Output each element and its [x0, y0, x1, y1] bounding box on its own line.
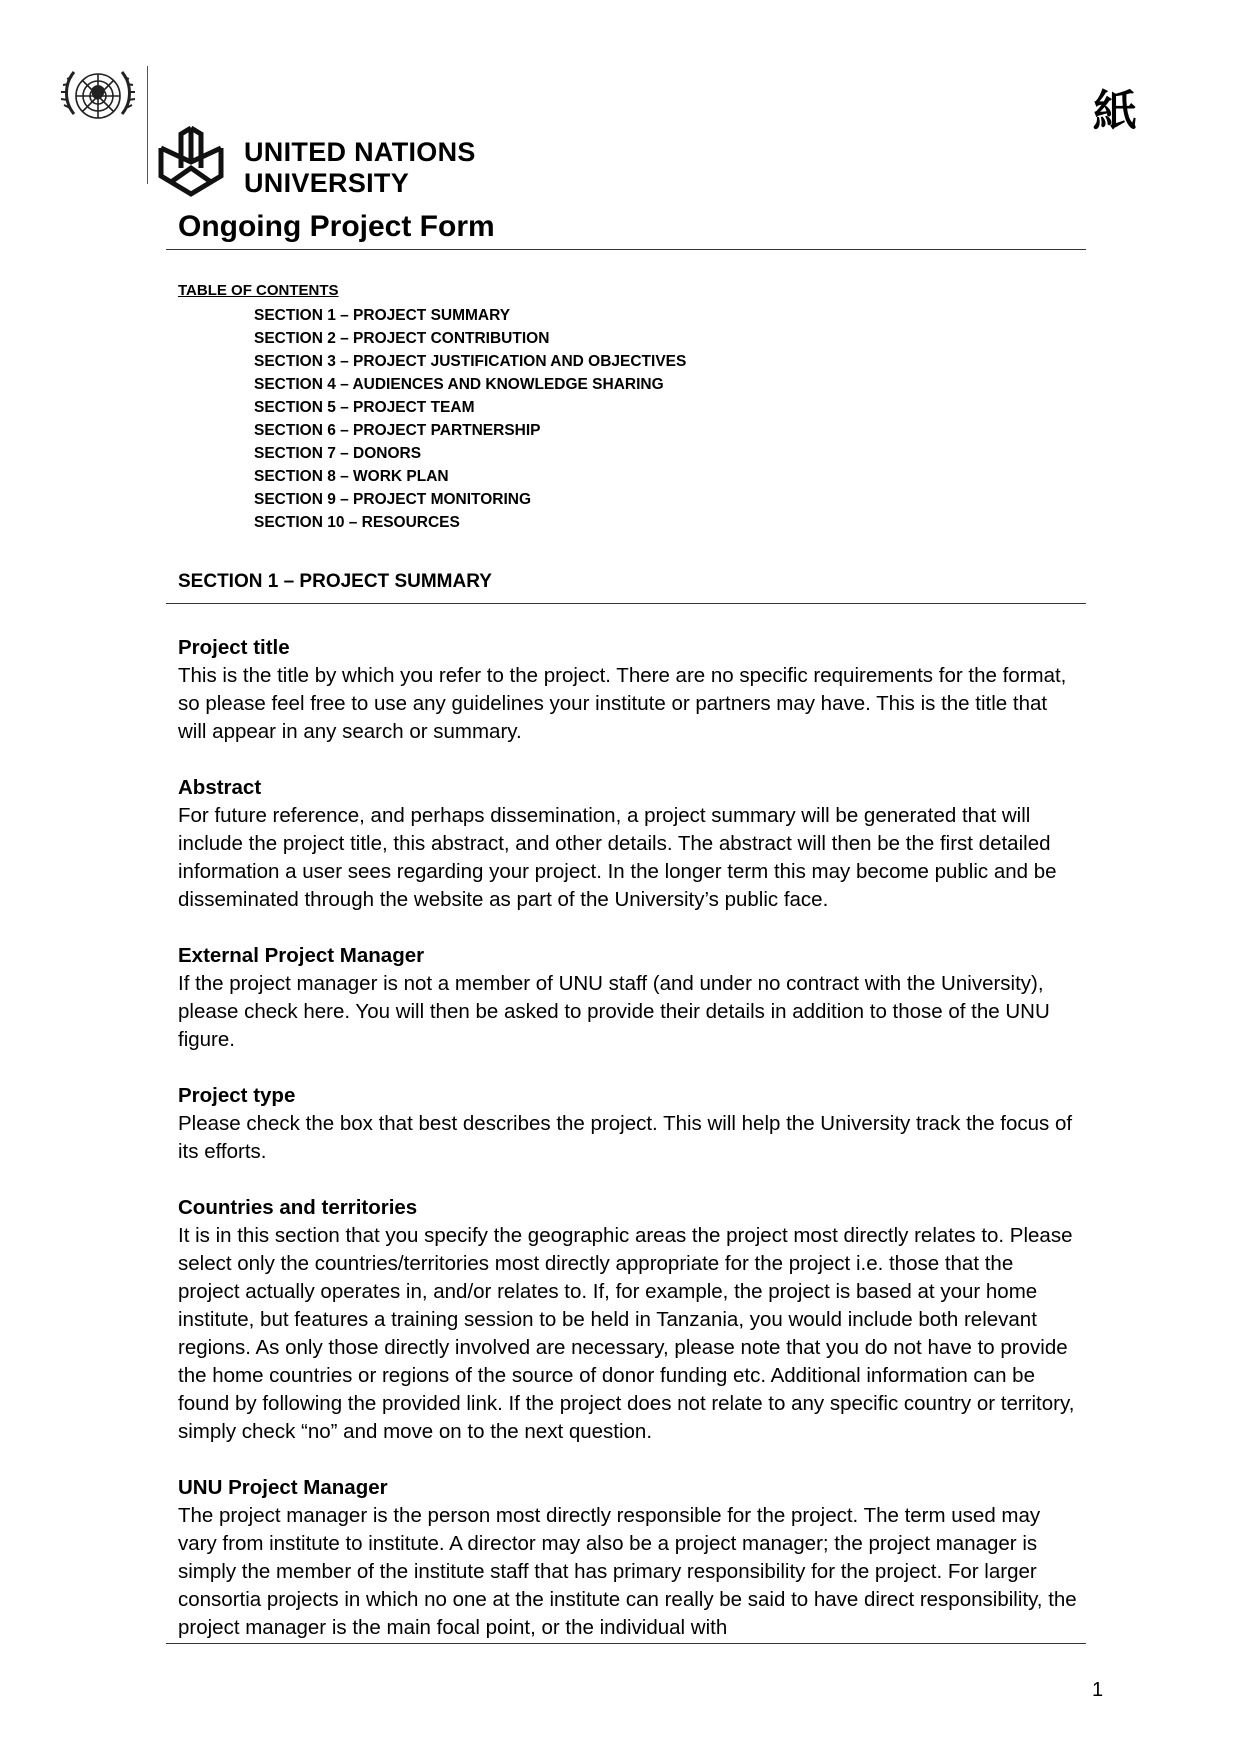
- toc-item-2[interactable]: SECTION 2 – PROJECT CONTRIBUTION: [254, 330, 550, 347]
- section-rule: [166, 603, 1086, 604]
- field-description: [178, 1474, 1078, 1642]
- field-title: Abstract: [178, 776, 262, 799]
- header-divider: [147, 66, 148, 184]
- field-text: This is the title by which you refer to the project. There are no specific requirements for the format, so please feel free to use any guidelines your institute or partners may have. This is the title that will appear in any search or summary.: [178, 664, 1067, 743]
- page-number: 1: [1092, 1679, 1104, 1701]
- field-text: For future reference, and perhaps dissemination, a project summary will be generated that will include the project title, this abstract, and other details. The abstract will then be the first detailed information a user sees regarding your project. In the longer term this may become public and be disseminated through the website as part of the University’s public face.: [178, 804, 1057, 911]
- toc-item-4[interactable]: SECTION 4 – AUDIENCES AND KNOWLEDGE SHARING: [254, 376, 664, 393]
- field-text: The project manager is the person most directly responsible for the project. The term used may vary from institute to institute. A director may also be a project manager; the project manager is simply the member of the institute staff that has primary responsibility for the project. For larger consortia projects in which no one at the institute can really be said to have direct responsibility, the project manager is the main focal point, or the individual with: [178, 1504, 1077, 1639]
- field-title: Project title: [178, 636, 290, 659]
- toc-item-7[interactable]: SECTION 7 – DONORS: [254, 445, 422, 462]
- toc-item-3[interactable]: SECTION 3 – PROJECT JUSTIFICATION AND OBJECTIVES: [254, 353, 687, 370]
- field-description: [178, 634, 1078, 746]
- toc-list: [254, 304, 686, 534]
- unu-wordmark: [244, 137, 476, 199]
- toc-item-8[interactable]: SECTION 8 – WORK PLAN: [254, 468, 449, 485]
- field-text: Please check the box that best describes the project. This will help the University track the focus of its efforts.: [178, 1112, 1073, 1163]
- field-title: Countries and territories: [178, 1196, 418, 1219]
- toc-item-1[interactable]: SECTION 1 – PROJECT SUMMARY: [254, 307, 511, 324]
- field-text: If the project manager is not a member of UNU staff (and under no contract with the University), please check here. You will then be asked to provide their details in addition to those of the UNU figure.: [178, 972, 1050, 1051]
- toc-item-9[interactable]: SECTION 9 – PROJECT MONITORING: [254, 491, 532, 508]
- field-description: [178, 942, 1078, 1054]
- field-title: UNU Project Manager: [178, 1476, 388, 1499]
- field-description: [178, 1194, 1078, 1446]
- corner-glyph: 紙: [1093, 86, 1137, 137]
- field-title: External Project Manager: [178, 944, 425, 967]
- unu-logo-mark: [157, 124, 225, 200]
- footer-rule: [166, 1643, 1086, 1644]
- toc-item-5[interactable]: SECTION 5 – PROJECT TEAM: [254, 399, 475, 416]
- field-title: Project type: [178, 1084, 296, 1107]
- logo-line-1: UNITED NATIONS: [244, 137, 476, 167]
- toc-item-6[interactable]: SECTION 6 – PROJECT PARTNERSHIP: [254, 422, 541, 439]
- logo-line-2: UNIVERSITY: [244, 168, 410, 198]
- section-1-heading: SECTION 1 – PROJECT SUMMARY: [178, 571, 492, 592]
- field-description: [178, 774, 1078, 914]
- page-title: Ongoing Project Form: [178, 210, 495, 243]
- un-emblem-logo: [56, 62, 140, 132]
- title-rule: [166, 249, 1086, 250]
- section-1-content: [178, 634, 1078, 1670]
- field-text: It is in this section that you specify the geographic areas the project most directly relates to. Please select only the countries/territories most directly appropriate for the project i.e. those that the project actually operates in, and/or relates to. If, for example, the project is based at your home institute, but features a training session to be held in Tanzania, you would include both relevant regions. As only those directly involved are necessary, please note that you do not have to provide the home countries or regions of the source of donor funding etc. Additional information can be found by following the provided link. If the project does not relate to any specific country or territory, simply check “no” and move on to the next question.: [178, 1224, 1075, 1443]
- field-description: [178, 1082, 1078, 1166]
- toc-heading: TABLE OF CONTENTS: [178, 282, 339, 299]
- toc-item-10[interactable]: SECTION 10 – RESOURCES: [254, 514, 460, 531]
